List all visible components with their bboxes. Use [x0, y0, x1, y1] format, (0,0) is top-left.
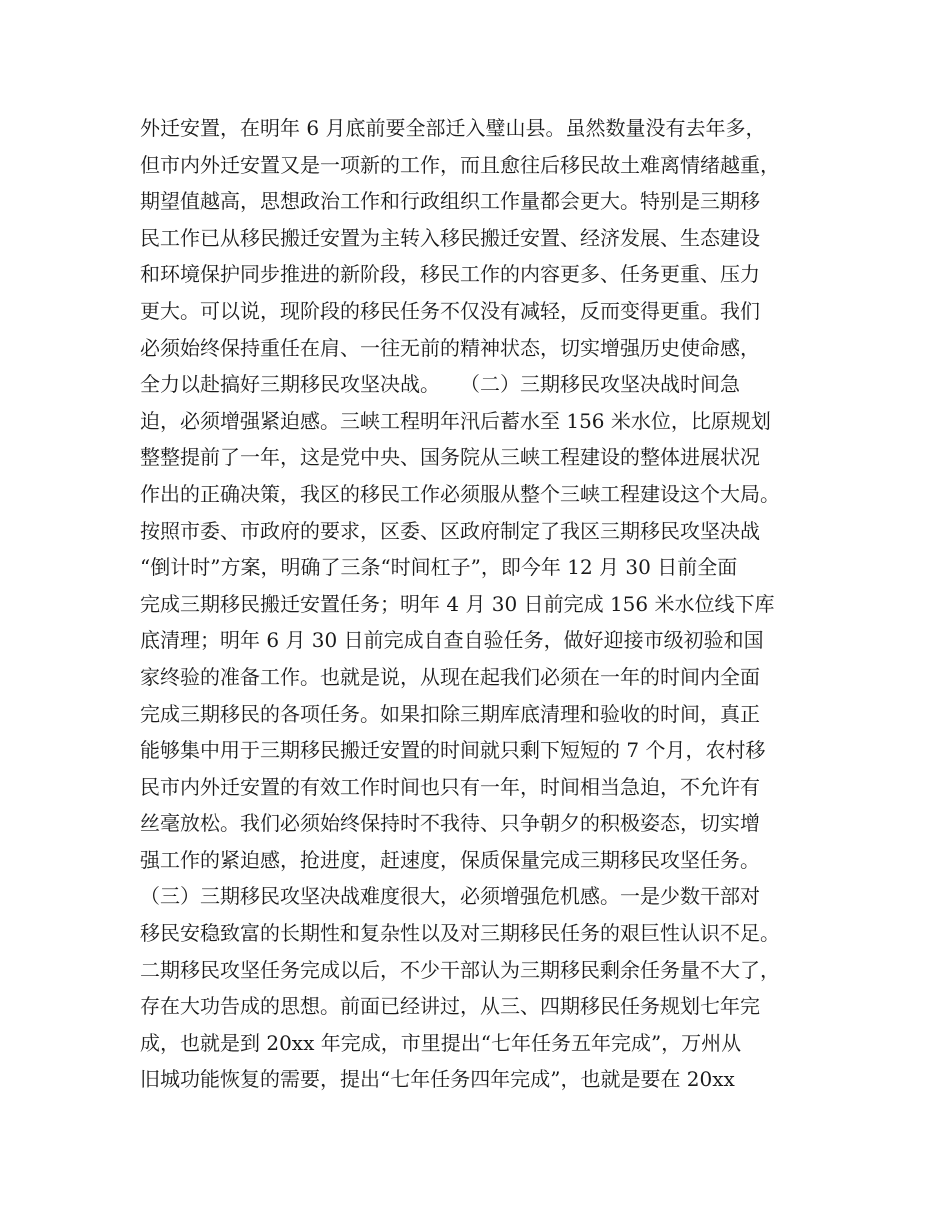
text-line: 完成三期移民搬迁安置任务；明年 4 月 30 日前完成 156 米水位线下库 — [140, 591, 775, 616]
text-line: 外迁安置，在明年 6 月底前要全部迁入璧山县。虽然数量没有去年多， — [140, 116, 766, 140]
text-line: 全力以赴搞好三期移民攻坚决战。 （二）三期移民攻坚决战时间急 — [140, 372, 740, 397]
text-line: 和环境保护同步推进的新阶段，移民工作的内容更多、任务更重、压力 — [140, 262, 760, 287]
text-line: 整整提前了一年，这是党中央、国务院从三峡工程建设的整体进展状况 — [140, 445, 760, 470]
text-line: 存在大功告成的思想。前面已经讲过，从三、四期移民任务规划七年完 — [140, 994, 760, 1019]
text-line: 完成三期移民的各项任务。如果扣除三期库底清理和验收的时间，真正 — [140, 701, 760, 726]
text-line: 迫，必须增强紧迫感。三峡工程明年汛后蓄水至 156 米水位，比原规划 — [140, 408, 771, 433]
text-line: 作出的正确决策，我区的移民工作必须服从整个三峡工程建设这个大局。 — [140, 481, 780, 506]
text-line: 民工作已从移民搬迁安置为主转入移民搬迁安置、经济发展、生态建设 — [140, 225, 760, 250]
text-line: 强工作的紧迫感，抢进度，赶速度，保质保量完成三期移民攻坚任务。 — [140, 847, 760, 872]
text-line: 二期移民攻坚任务完成以后，不少干部认为三期移民剩余任务量不大了， — [140, 957, 780, 982]
text-line: 能够集中用于三期移民搬迁安置的时间就只剩下短短的 7 个月，农村移 — [140, 738, 766, 763]
body-text — [140, 110, 830, 1098]
text-line: 丝毫放松。我们必须始终保持时不我待、只争朝夕的积极姿态，切实增 — [140, 811, 760, 836]
text-line: 底清理；明年 6 月 30 日前完成自查自验任务，做好迎接市级初验和国 — [140, 628, 764, 653]
text-line: 按照市委、市政府的要求，区委、区政府制定了我区三期移民攻坚决战 — [140, 518, 760, 543]
text-line: 移民安稳致富的长期性和复杂性以及对三期移民任务的艰巨性认识不足。 — [140, 921, 780, 946]
text-line: 更大。可以说，现阶段的移民任务不仅没有减轻，反而变得更重。我们 — [140, 298, 760, 323]
text-line: “倒计时”方案，明确了三条“时间杠子”，即今年 12 月 30 日前全面 — [140, 555, 738, 580]
text-line: 成，也就是到 20xx 年完成，市里提出“七年任务五年完成”，万州从 — [140, 1030, 742, 1055]
text-line: 期望值越高，思想政治工作和行政组织工作量都会更大。特别是三期移 — [140, 189, 760, 214]
text-line: 民市内外迁安置的有效工作时间也只有一年，时间相当急迫，不允许有 — [140, 774, 760, 799]
text-line: 但市内外迁安置又是一项新的工作，而且愈往后移民故土难离情绪越重， — [140, 152, 780, 177]
text-line: （三）三期移民攻坚决战难度很大，必须增强危机感。一是少数干部对 — [140, 884, 760, 909]
text-line: 必须始终保持重任在肩、一往无前的精神状态，切实增强历史使命感， — [140, 335, 760, 360]
text-line: 旧城功能恢复的需要，提出“七年任务四年完成”，也就是要在 20xx — [140, 1067, 735, 1092]
text-line: 家终验的准备工作。也就是说，从现在起我们必须在一年的时间内全面 — [140, 664, 760, 689]
